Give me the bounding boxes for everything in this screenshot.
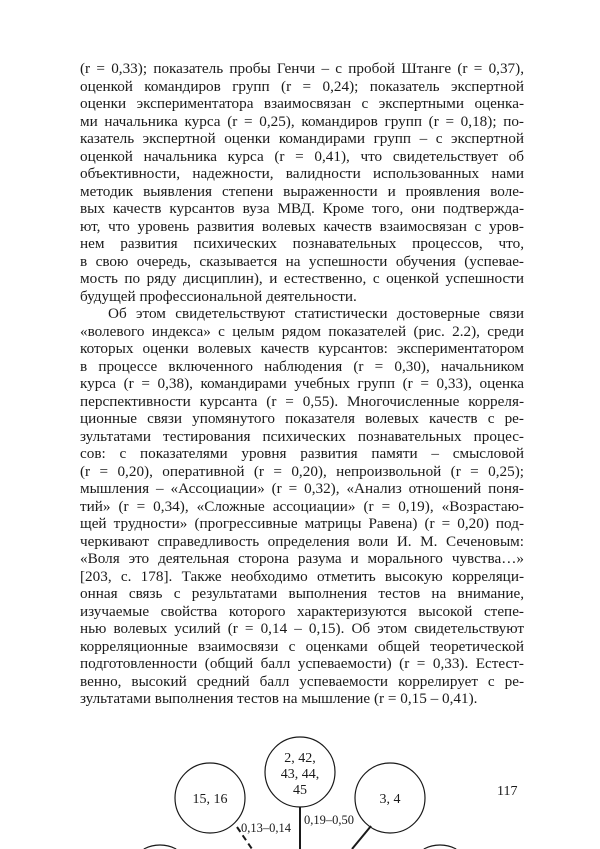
edge-right bbox=[352, 826, 371, 849]
text-line: черкивают справедливость определения воли И. М. Сеченовым: bbox=[80, 532, 524, 550]
node-label-center-1: 2, 42, bbox=[284, 751, 316, 766]
text-line: в процессе включенного наблюдения (r = 0,30), начальником bbox=[80, 357, 524, 375]
node-label-center-3: 45 bbox=[293, 783, 307, 798]
text-line: тий» (r = 0,34), «Сложные ассоциации» (r = 0,19), «Возрастаю- bbox=[80, 497, 524, 515]
text-line: перспективности курсанта (r = 0,55). Многочисленные корреля- bbox=[80, 392, 524, 410]
text-line: корреляционные взаимосвязи с оценками общей теоретической bbox=[80, 637, 524, 655]
text-line: зультатами выполнения тестов на мышление (r = 0,15 – 0,41). bbox=[80, 690, 478, 707]
text-line: подготовленности (общий балл успеваемости) (r = 0,33). Естест- bbox=[80, 655, 524, 672]
text-line: онная связь с результатами выполнения тестов на внимание, bbox=[80, 585, 524, 602]
text-line: вых качеств курсантов вуза МВД. Кроме того, они подтвержда- bbox=[80, 200, 524, 217]
text-line: оценкой командиров групп (r = 0,24); показатель экспертной bbox=[80, 77, 524, 95]
text-line: «Воля это деятельная сторона разума и морального чувства…» bbox=[80, 550, 524, 567]
text-line: сов: с показателями уровня развития памяти – смысловой bbox=[80, 445, 524, 462]
text-line: нью волевых усилий (r = 0,14 – 0,15). Об этом свидетельствуют bbox=[80, 620, 524, 637]
text-line: нем развития психических познавательных процессов, что, bbox=[80, 235, 524, 252]
text-line: курса (r = 0,38), командирами учебных групп (r = 0,33), оценка bbox=[80, 375, 524, 392]
text-line: оценкой начальника курса (r = 0,41), что свидетельствует об bbox=[80, 147, 524, 165]
node-circle-bottom-right bbox=[424, 845, 456, 849]
text-line: ционные связи упомянутого показателя волевых качеств с ре- bbox=[80, 410, 524, 427]
node-label-center-2: 43, 44, bbox=[280, 767, 320, 782]
edge-label-left: 0,13–0,14 bbox=[241, 821, 291, 835]
text-line: изучаемые свойства которого характеризуются высокой степе- bbox=[80, 602, 524, 620]
text-line: венно, высокий средний балл успеваемости коррелирует с ре- bbox=[80, 672, 524, 690]
text-line: которых оценки волевых качеств курсантов: экспериментатором bbox=[80, 340, 524, 357]
text-line: Об этом свидетельствуют статистически достоверные связи bbox=[108, 305, 524, 322]
text-line: оценки экспериментатора взаимосвязан с экспертными оценка- bbox=[80, 95, 524, 112]
node-label-left: 15, 16 bbox=[192, 792, 228, 807]
text-line: ми начальника курса (r = 0,25), командиров групп (r = 0,18); по- bbox=[80, 112, 524, 130]
text-line: щей трудности» (прогрессивные матрицы Равена) (r = 0,20) под- bbox=[80, 515, 524, 532]
text-line: (r = 0,33); показатель пробы Генчи – с пробой Штанге (r = 0,37), bbox=[80, 60, 524, 77]
edge-label-center: 0,19–0,50 bbox=[304, 813, 354, 827]
text-line: ют, что уровень развития волевых качеств взаимосвязан с уров- bbox=[80, 217, 524, 235]
text-line: объективности, надежности, валидности использованных нами bbox=[80, 165, 524, 182]
text-line: методик выявления степени выраженности и проявления воле- bbox=[80, 182, 524, 200]
text-line: «волевого индекса» с целым рядом показателей (рис. 2.2), среди bbox=[80, 322, 524, 340]
text-line: мышления – «Ассоциации» (r = 0,32), «Анализ отношений поня- bbox=[80, 480, 524, 497]
text-line: (r = 0,20), оперативной (r = 0,20), непроизвольной (r = 0,25); bbox=[80, 462, 524, 480]
text-line: зультатами тестирования психических познавательных процес- bbox=[80, 427, 524, 445]
text-line: казатель экспертной оценки командирами групп – с экспертной bbox=[80, 130, 524, 147]
node-circle-bottom-left bbox=[144, 845, 176, 849]
text-line: мость по ряду дисциплин), и естественно, с оценкой успешности bbox=[80, 270, 524, 287]
node-label-right: 3, 4 bbox=[379, 792, 401, 807]
text-line: в свою очередь, сказывается на успешности обучения (успевае- bbox=[80, 252, 524, 270]
text-line: [203, с. 178]. Также необходимо отметить высокую корреляци- bbox=[80, 567, 524, 585]
text-line: будущей профессиональной деятельности. bbox=[80, 287, 357, 305]
page-number: 117 bbox=[497, 784, 518, 799]
